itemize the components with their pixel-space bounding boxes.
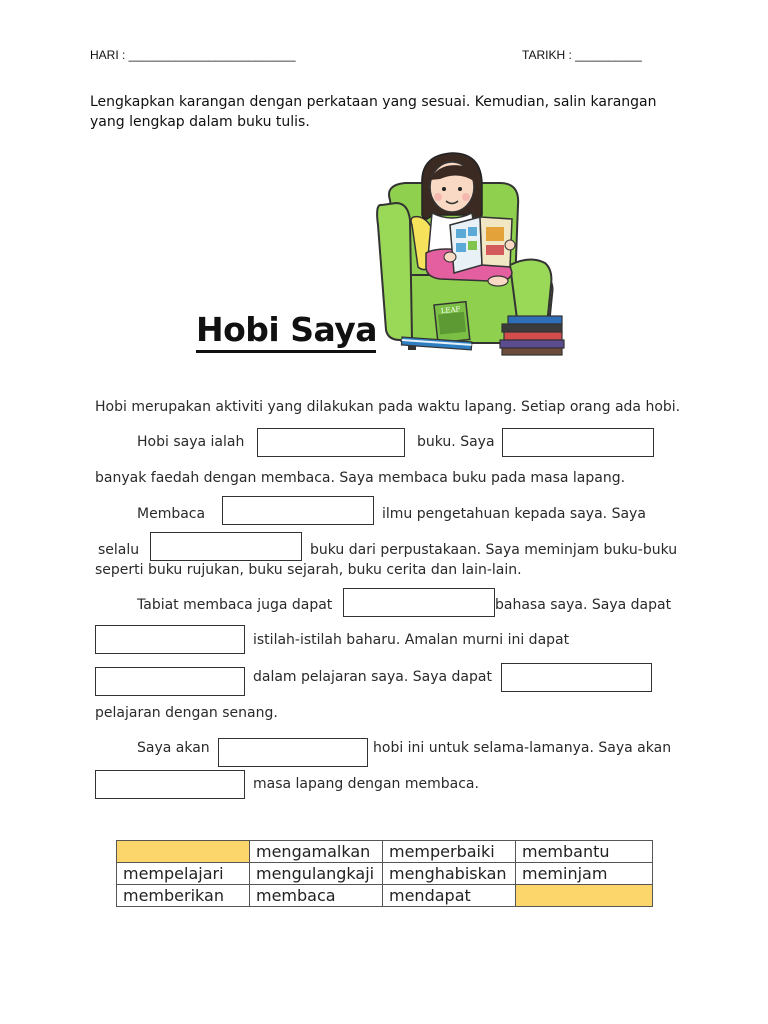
passage-text-p11b: hobi ini untuk selama-lamanya. Saya akan	[373, 740, 672, 756]
passage-text-p4b: ilmu pengetahuan kepada saya. Saya	[382, 506, 646, 522]
word-bank-row	[117, 863, 653, 885]
passage-text-p2b: buku. Saya	[417, 434, 495, 450]
answer-box-4[interactable]	[150, 532, 302, 561]
girl-reading-illustration	[370, 145, 570, 360]
word-bank-cell: membaca	[250, 885, 383, 907]
word-bank-cell: membantu	[516, 841, 653, 863]
passage-text-p4a: Membaca	[137, 506, 206, 522]
answer-box-6[interactable]	[95, 625, 245, 654]
passage-line-1: Hobi merupakan aktiviti yang dilakukan pada waktu lapang. Setiap orang ada hobi.	[95, 399, 681, 415]
word-bank-cell: mengulangkaji	[250, 863, 383, 885]
word-bank-cell: memperbaiki	[383, 841, 516, 863]
leaf-book-label: LEAF	[440, 305, 461, 316]
instruction-line-2: yang lengkap dalam buku tulis.	[90, 114, 310, 130]
passage-text-p5b: buku dari perpustakaan. Saya meminjam buku-buku	[310, 542, 678, 558]
answer-box-5[interactable]	[343, 588, 495, 617]
passage-text-p8: istilah-istilah baharu. Amalan murni ini dapat	[253, 632, 570, 648]
answer-box-7[interactable]	[95, 667, 245, 696]
passage-text-p12: masa lapang dengan membaca.	[253, 776, 479, 792]
answer-box-1[interactable]	[257, 428, 405, 457]
title-underline	[196, 350, 376, 353]
instruction	[90, 92, 657, 132]
answer-box-3[interactable]	[222, 496, 374, 525]
word-bank-cell: menghabiskan	[383, 863, 516, 885]
word-bank-cell: mengamalkan	[250, 841, 383, 863]
passage-line-3: banyak faedah dengan membaca. Saya membaca buku pada masa lapang.	[95, 470, 626, 486]
page-title: Hobi Saya	[196, 310, 378, 349]
word-bank-cell: meminjam	[516, 863, 653, 885]
passage-text-p7a: Tabiat membaca juga dapat	[137, 597, 333, 613]
passage-text-p9: dalam pelajaran saya. Saya dapat	[253, 669, 492, 685]
answer-box-8[interactable]	[501, 663, 652, 692]
passage-text-p11a: Saya akan	[137, 740, 210, 756]
hari-field: HARI : _________________________	[90, 48, 296, 62]
word-bank-row	[117, 841, 653, 863]
word-bank-table	[116, 840, 653, 907]
instruction-line-1: Lengkapkan karangan dengan perkataan yang sesuai. Kemudian, salin karangan	[90, 94, 657, 110]
word-bank-row	[117, 885, 653, 907]
answer-box-9[interactable]	[218, 738, 368, 767]
passage-text-p7b: bahasa saya. Saya dapat	[495, 597, 672, 613]
word-bank-cell-empty	[516, 885, 653, 907]
word-bank-cell: memberikan	[117, 885, 250, 907]
passage-text-p2a: Hobi saya ialah	[137, 434, 245, 450]
word-bank-cell: mendapat	[383, 885, 516, 907]
answer-box-10[interactable]	[95, 770, 245, 799]
word-bank-cell-empty	[117, 841, 250, 863]
passage-line-10: pelajaran dengan senang.	[95, 705, 278, 721]
passage-line-6: seperti buku rujukan, buku sejarah, buku cerita dan lain-lain.	[95, 562, 522, 578]
word-bank-cell: mempelajari	[117, 863, 250, 885]
passage-text-p5a: selalu	[98, 542, 140, 558]
tarikh-field: TARIKH : __________	[522, 48, 642, 62]
answer-box-2[interactable]	[502, 428, 654, 457]
